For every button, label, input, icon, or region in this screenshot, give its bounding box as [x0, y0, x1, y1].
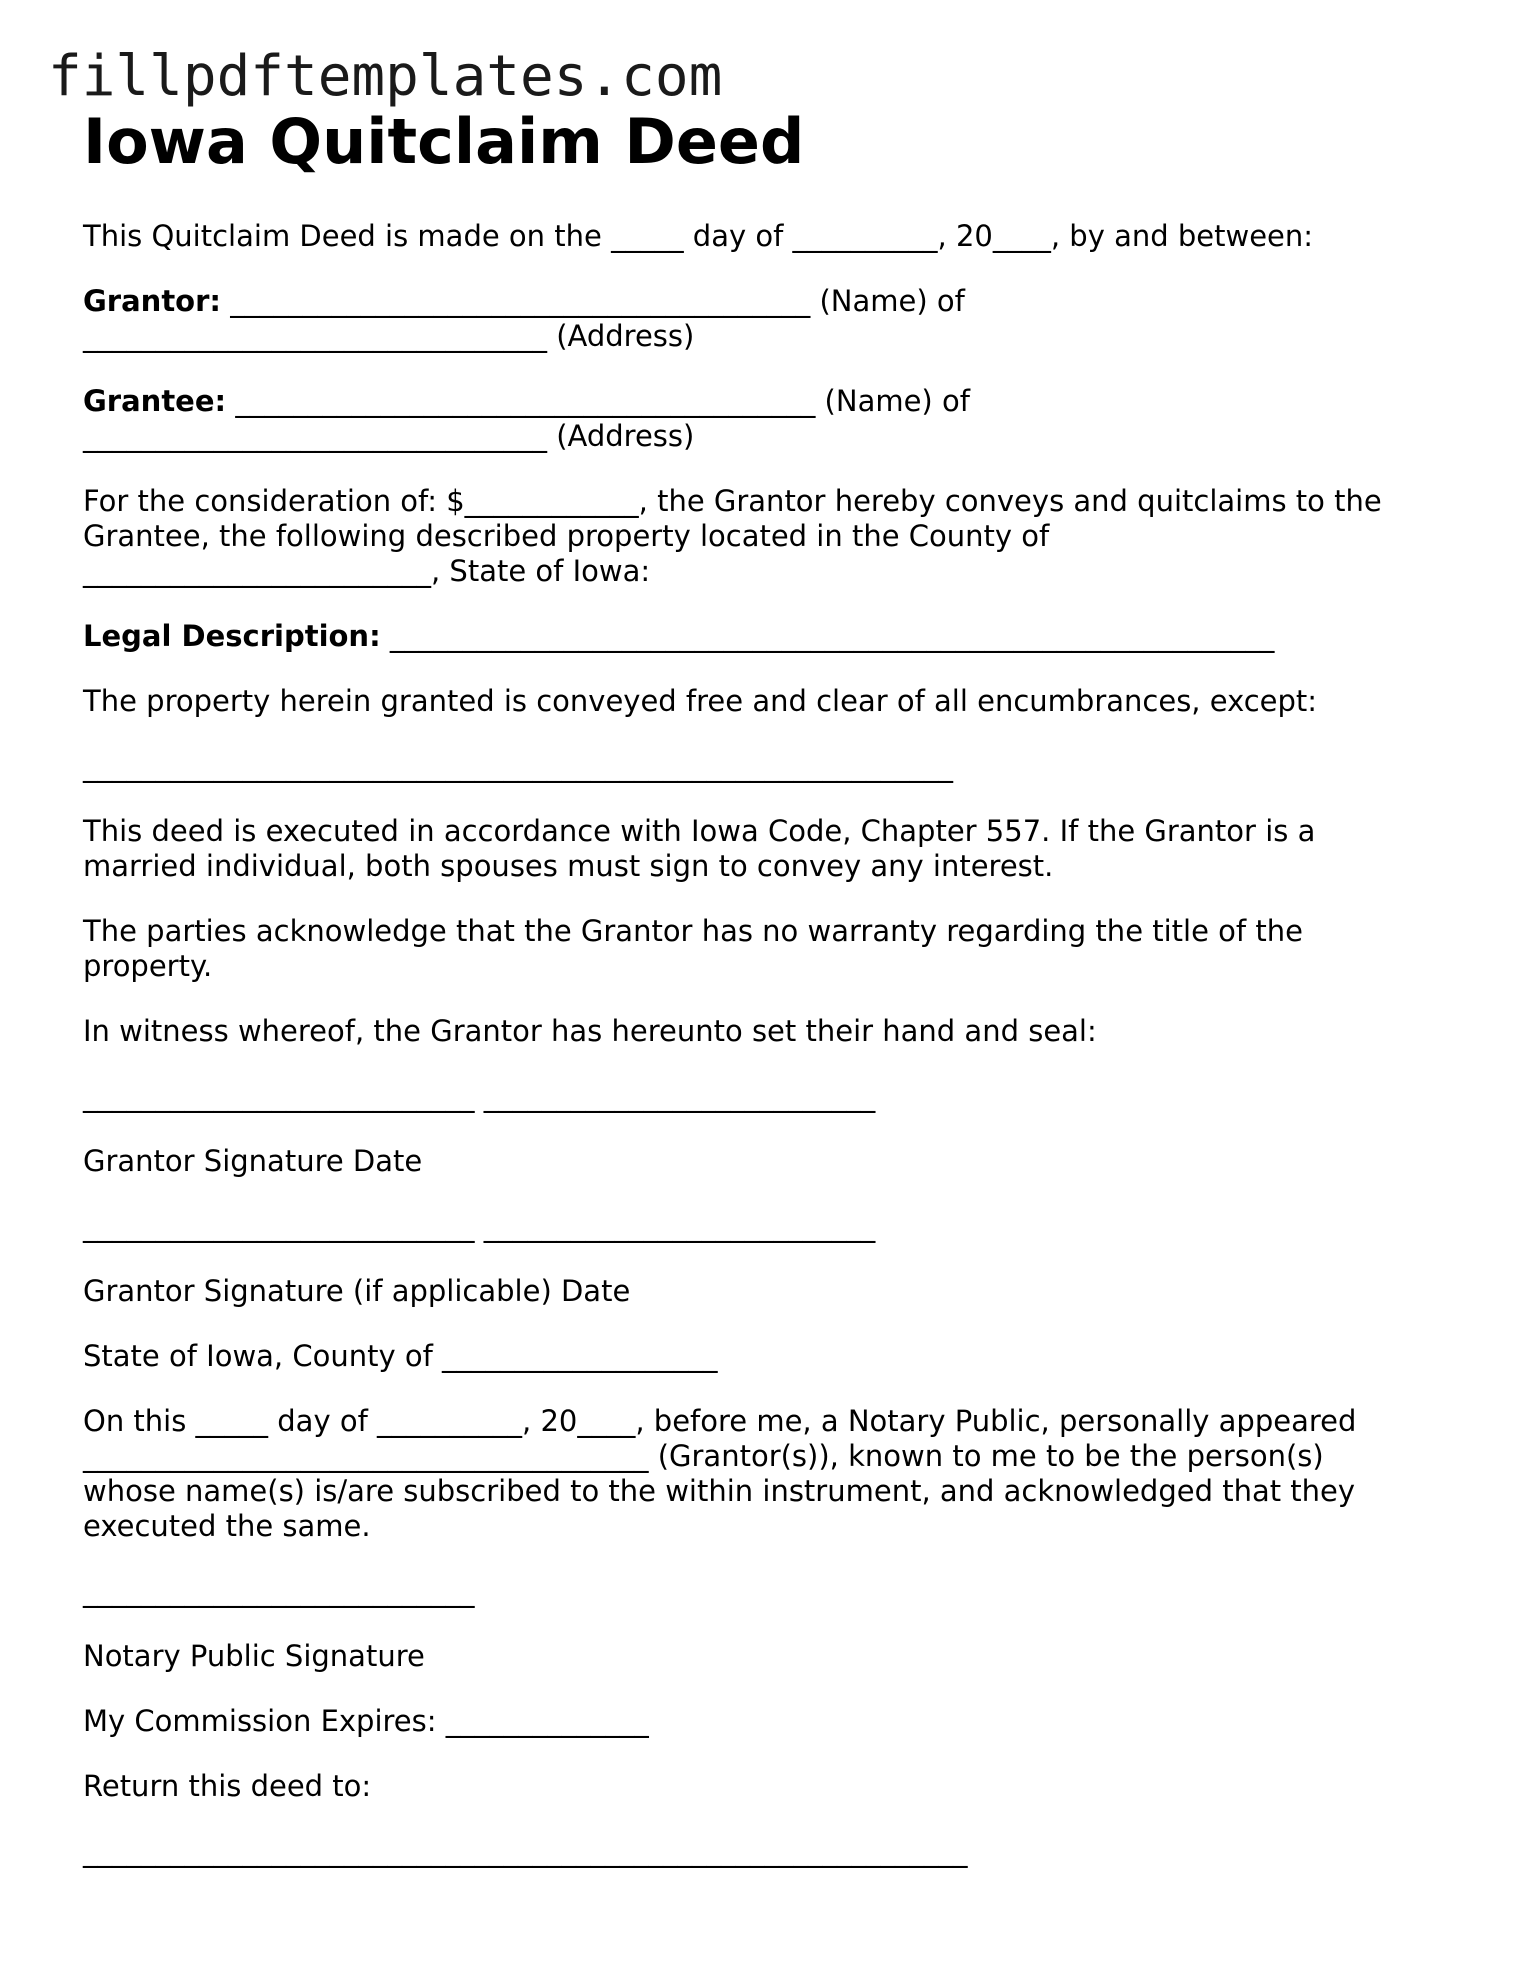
- notary-line-2: _______________________________________ (Grantor(s)), known to me to be the person(s): [83, 1439, 1324, 1473]
- grantor-line: [83, 283, 965, 319]
- legal-description-field: _____________________________________________________________: [380, 619, 1275, 653]
- grantee-line: [83, 383, 970, 419]
- code-line-2: married individual, both spouses must sign to convey any interest.: [83, 849, 1054, 883]
- notary-line-1: On this _____ day of __________, 20____, before me, a Notary Public, personally appeared: [83, 1404, 1357, 1438]
- grantor-signature-2-field: ___________________________ ___________________________: [83, 1209, 876, 1243]
- intro-line: This Quitclaim Deed is made on the _____ day of __________, 20____, by and between:: [83, 219, 1314, 253]
- encumbrances-field: ____________________________________________________________: [83, 749, 953, 783]
- state-county-line: State of Iowa, County of ___________________: [83, 1339, 718, 1373]
- consideration-line-2: Grantee, the following described property located in the County of: [83, 519, 1050, 553]
- grantor-signature-field: ___________________________ ___________________________: [83, 1079, 876, 1113]
- return-label: Return this deed to:: [83, 1769, 372, 1803]
- commission-expires-line: My Commission Expires: ______________: [83, 1704, 649, 1738]
- legal-description-line: [83, 618, 1274, 654]
- grantor-address-field: ________________________________ (Address): [83, 319, 695, 353]
- warranty-line-2: property.: [83, 949, 213, 983]
- legal-description-label: Legal Description:: [83, 619, 381, 653]
- grantee-name-field: ________________________________________ (Name) of: [226, 384, 970, 418]
- watermark-text: fillpdftemplates.com: [48, 44, 723, 109]
- grantor-signature-label: Grantor Signature Date: [83, 1144, 423, 1178]
- return-address-field: _____________________________________________________________: [83, 1834, 968, 1868]
- grantee-label: Grantee:: [83, 384, 227, 418]
- consideration-line-1: For the consideration of: $____________, the Grantor hereby conveys and quitclaims to the: [83, 484, 1382, 518]
- code-line-1: This deed is executed in accordance with Iowa Code, Chapter 557. If the Grantor is a: [83, 814, 1316, 848]
- notary-signature-label: Notary Public Signature: [83, 1639, 425, 1673]
- document-title: Iowa Quitclaim Deed: [83, 105, 805, 178]
- grantor-signature-2-label: Grantor Signature (if applicable) Date: [83, 1274, 631, 1308]
- grantee-address-field: ________________________________ (Address): [83, 419, 695, 453]
- notary-signature-field: ___________________________: [83, 1574, 475, 1608]
- notary-line-4: executed the same.: [83, 1509, 371, 1543]
- witness-text: In witness whereof, the Grantor has hereunto set their hand and seal:: [83, 1014, 1097, 1048]
- consideration-line-3: ________________________, State of Iowa:: [83, 554, 651, 588]
- notary-line-3: whose name(s) is/are subscribed to the within instrument, and acknowledged that they: [83, 1474, 1356, 1508]
- grantor-name-field: ________________________________________ (Name) of: [221, 284, 965, 318]
- encumbrances-text: The property herein granted is conveyed free and clear of all encumbrances, except:: [83, 684, 1318, 718]
- warranty-line-1: The parties acknowledge that the Grantor has no warranty regarding the title of the: [83, 914, 1303, 948]
- grantor-label: Grantor:: [83, 284, 222, 318]
